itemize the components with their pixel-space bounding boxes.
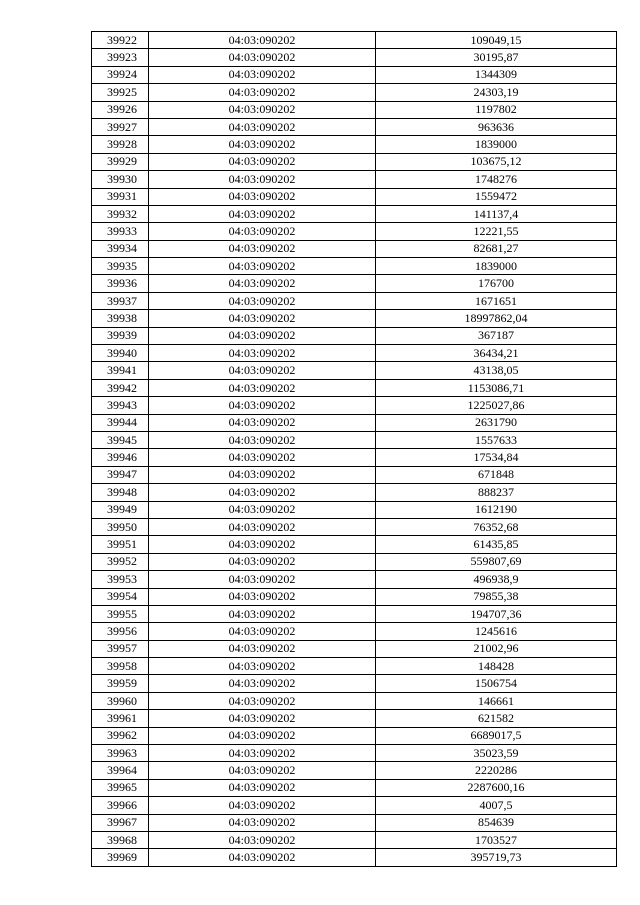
table-row — [92, 362, 617, 379]
amount-cell: 1839000 — [376, 136, 617, 153]
amount-cell: 6689017,5 — [376, 727, 617, 744]
table-row — [92, 553, 617, 570]
code-cell: 04:03:090202 — [149, 101, 376, 118]
row-number-cell: 39929 — [92, 153, 149, 170]
amount-cell: 963636 — [376, 118, 617, 135]
row-number-cell: 39939 — [92, 327, 149, 344]
table-row — [92, 762, 617, 779]
code-cell: 04:03:090202 — [149, 32, 376, 49]
table-row — [92, 414, 617, 431]
amount-cell: 621582 — [376, 710, 617, 727]
data-table — [91, 31, 617, 867]
amount-cell: 79855,38 — [376, 588, 617, 605]
table-row — [92, 623, 617, 640]
row-number-cell: 39948 — [92, 484, 149, 501]
code-cell: 04:03:090202 — [149, 466, 376, 483]
code-cell: 04:03:090202 — [149, 658, 376, 675]
code-cell: 04:03:090202 — [149, 571, 376, 588]
row-number-cell: 39962 — [92, 727, 149, 744]
table-row — [92, 49, 617, 66]
table-row — [92, 710, 617, 727]
row-number-cell: 39965 — [92, 779, 149, 796]
table-row — [92, 66, 617, 83]
table-row — [92, 153, 617, 170]
code-cell: 04:03:090202 — [149, 431, 376, 448]
amount-cell: 1344309 — [376, 66, 617, 83]
code-cell: 04:03:090202 — [149, 292, 376, 309]
amount-cell: 671848 — [376, 466, 617, 483]
amount-cell: 2287600,16 — [376, 779, 617, 796]
code-cell: 04:03:090202 — [149, 762, 376, 779]
amount-cell: 12221,55 — [376, 223, 617, 240]
code-cell: 04:03:090202 — [149, 136, 376, 153]
amount-cell: 367187 — [376, 327, 617, 344]
row-number-cell: 39966 — [92, 797, 149, 814]
row-number-cell: 39956 — [92, 623, 149, 640]
row-number-cell: 39933 — [92, 223, 149, 240]
table-row — [92, 136, 617, 153]
row-number-cell: 39927 — [92, 118, 149, 135]
row-number-cell: 39938 — [92, 310, 149, 327]
table-row — [92, 32, 617, 49]
amount-cell: 82681,27 — [376, 240, 617, 257]
row-number-cell: 39957 — [92, 640, 149, 657]
code-cell: 04:03:090202 — [149, 710, 376, 727]
amount-cell: 395719,73 — [376, 849, 617, 866]
code-cell: 04:03:090202 — [149, 484, 376, 501]
table-row — [92, 275, 617, 292]
table-row — [92, 588, 617, 605]
table-row — [92, 571, 617, 588]
amount-cell: 43138,05 — [376, 362, 617, 379]
row-number-cell: 39940 — [92, 345, 149, 362]
code-cell: 04:03:090202 — [149, 153, 376, 170]
amount-cell: 2631790 — [376, 414, 617, 431]
amount-cell: 194707,36 — [376, 605, 617, 622]
amount-cell: 854639 — [376, 814, 617, 831]
row-number-cell: 39923 — [92, 49, 149, 66]
table-row — [92, 171, 617, 188]
code-cell: 04:03:090202 — [149, 797, 376, 814]
row-number-cell: 39934 — [92, 240, 149, 257]
code-cell: 04:03:090202 — [149, 240, 376, 257]
table-row — [92, 536, 617, 553]
row-number-cell: 39969 — [92, 849, 149, 866]
table-row — [92, 292, 617, 309]
amount-cell: 176700 — [376, 275, 617, 292]
table-body — [92, 32, 617, 867]
table-row — [92, 658, 617, 675]
code-cell: 04:03:090202 — [149, 414, 376, 431]
table-row — [92, 188, 617, 205]
amount-cell: 4007,5 — [376, 797, 617, 814]
table-row — [92, 84, 617, 101]
code-cell: 04:03:090202 — [149, 675, 376, 692]
code-cell: 04:03:090202 — [149, 518, 376, 535]
amount-cell: 17534,84 — [376, 449, 617, 466]
code-cell: 04:03:090202 — [149, 831, 376, 848]
code-cell: 04:03:090202 — [149, 849, 376, 866]
row-number-cell: 39941 — [92, 362, 149, 379]
table-row — [92, 223, 617, 240]
table-row — [92, 345, 617, 362]
code-cell: 04:03:090202 — [149, 553, 376, 570]
row-number-cell: 39937 — [92, 292, 149, 309]
amount-cell: 36434,21 — [376, 345, 617, 362]
code-cell: 04:03:090202 — [149, 727, 376, 744]
amount-cell: 109049,15 — [376, 32, 617, 49]
code-cell: 04:03:090202 — [149, 66, 376, 83]
amount-cell: 141137,4 — [376, 205, 617, 222]
table-row — [92, 240, 617, 257]
row-number-cell: 39955 — [92, 605, 149, 622]
row-number-cell: 39949 — [92, 501, 149, 518]
row-number-cell: 39961 — [92, 710, 149, 727]
table-row — [92, 605, 617, 622]
amount-cell: 888237 — [376, 484, 617, 501]
code-cell: 04:03:090202 — [149, 692, 376, 709]
code-cell: 04:03:090202 — [149, 84, 376, 101]
table-row — [92, 797, 617, 814]
row-number-cell: 39944 — [92, 414, 149, 431]
amount-cell: 1557633 — [376, 431, 617, 448]
table-row — [92, 727, 617, 744]
row-number-cell: 39928 — [92, 136, 149, 153]
amount-cell: 1748276 — [376, 171, 617, 188]
row-number-cell: 39959 — [92, 675, 149, 692]
table-row — [92, 379, 617, 396]
code-cell: 04:03:090202 — [149, 623, 376, 640]
row-number-cell: 39967 — [92, 814, 149, 831]
code-cell: 04:03:090202 — [149, 779, 376, 796]
row-number-cell: 39946 — [92, 449, 149, 466]
row-number-cell: 39947 — [92, 466, 149, 483]
row-number-cell: 39936 — [92, 275, 149, 292]
table-row — [92, 814, 617, 831]
table-row — [92, 118, 617, 135]
amount-cell: 148428 — [376, 658, 617, 675]
code-cell: 04:03:090202 — [149, 49, 376, 66]
amount-cell: 1245616 — [376, 623, 617, 640]
row-number-cell: 39963 — [92, 745, 149, 762]
row-number-cell: 39926 — [92, 101, 149, 118]
code-cell: 04:03:090202 — [149, 171, 376, 188]
code-cell: 04:03:090202 — [149, 258, 376, 275]
row-number-cell: 39922 — [92, 32, 149, 49]
amount-cell: 2220286 — [376, 762, 617, 779]
code-cell: 04:03:090202 — [149, 327, 376, 344]
amount-cell: 146661 — [376, 692, 617, 709]
code-cell: 04:03:090202 — [149, 588, 376, 605]
row-number-cell: 39968 — [92, 831, 149, 848]
row-number-cell: 39951 — [92, 536, 149, 553]
row-number-cell: 39932 — [92, 205, 149, 222]
code-cell: 04:03:090202 — [149, 745, 376, 762]
table-row — [92, 675, 617, 692]
row-number-cell: 39943 — [92, 397, 149, 414]
amount-cell: 1225027,86 — [376, 397, 617, 414]
row-number-cell: 39945 — [92, 431, 149, 448]
amount-cell: 35023,59 — [376, 745, 617, 762]
table-row — [92, 431, 617, 448]
amount-cell: 1839000 — [376, 258, 617, 275]
amount-cell: 1671651 — [376, 292, 617, 309]
code-cell: 04:03:090202 — [149, 814, 376, 831]
row-number-cell: 39942 — [92, 379, 149, 396]
amount-cell: 24303,19 — [376, 84, 617, 101]
row-number-cell: 39954 — [92, 588, 149, 605]
table-row — [92, 101, 617, 118]
amount-cell: 559807,69 — [376, 553, 617, 570]
table-row — [92, 397, 617, 414]
code-cell: 04:03:090202 — [149, 275, 376, 292]
code-cell: 04:03:090202 — [149, 345, 376, 362]
table-row — [92, 745, 617, 762]
table-row — [92, 501, 617, 518]
amount-cell: 103675,12 — [376, 153, 617, 170]
code-cell: 04:03:090202 — [149, 501, 376, 518]
amount-cell: 76352,68 — [376, 518, 617, 535]
row-number-cell: 39931 — [92, 188, 149, 205]
code-cell: 04:03:090202 — [149, 605, 376, 622]
amount-cell: 21002,96 — [376, 640, 617, 657]
row-number-cell: 39953 — [92, 571, 149, 588]
amount-cell: 1506754 — [376, 675, 617, 692]
amount-cell: 30195,87 — [376, 49, 617, 66]
row-number-cell: 39935 — [92, 258, 149, 275]
table-row — [92, 518, 617, 535]
amount-cell: 1559472 — [376, 188, 617, 205]
table-row — [92, 484, 617, 501]
row-number-cell: 39964 — [92, 762, 149, 779]
row-number-cell: 39958 — [92, 658, 149, 675]
code-cell: 04:03:090202 — [149, 449, 376, 466]
code-cell: 04:03:090202 — [149, 640, 376, 657]
code-cell: 04:03:090202 — [149, 379, 376, 396]
code-cell: 04:03:090202 — [149, 118, 376, 135]
code-cell: 04:03:090202 — [149, 397, 376, 414]
code-cell: 04:03:090202 — [149, 362, 376, 379]
code-cell: 04:03:090202 — [149, 188, 376, 205]
table-row — [92, 831, 617, 848]
amount-cell: 496938,9 — [376, 571, 617, 588]
row-number-cell: 39950 — [92, 518, 149, 535]
amount-cell: 61435,85 — [376, 536, 617, 553]
code-cell: 04:03:090202 — [149, 536, 376, 553]
table-row — [92, 449, 617, 466]
table-row — [92, 779, 617, 796]
amount-cell: 18997862,04 — [376, 310, 617, 327]
row-number-cell: 39925 — [92, 84, 149, 101]
row-number-cell: 39924 — [92, 66, 149, 83]
row-number-cell: 39960 — [92, 692, 149, 709]
table-row — [92, 849, 617, 866]
table-row — [92, 640, 617, 657]
code-cell: 04:03:090202 — [149, 310, 376, 327]
row-number-cell: 39930 — [92, 171, 149, 188]
table-row — [92, 692, 617, 709]
row-number-cell: 39952 — [92, 553, 149, 570]
amount-cell: 1703527 — [376, 831, 617, 848]
table-row — [92, 258, 617, 275]
table-row — [92, 466, 617, 483]
code-cell: 04:03:090202 — [149, 223, 376, 240]
table-row — [92, 205, 617, 222]
amount-cell: 1612190 — [376, 501, 617, 518]
amount-cell: 1153086,71 — [376, 379, 617, 396]
code-cell: 04:03:090202 — [149, 205, 376, 222]
table-row — [92, 327, 617, 344]
table-row — [92, 310, 617, 327]
amount-cell: 1197802 — [376, 101, 617, 118]
